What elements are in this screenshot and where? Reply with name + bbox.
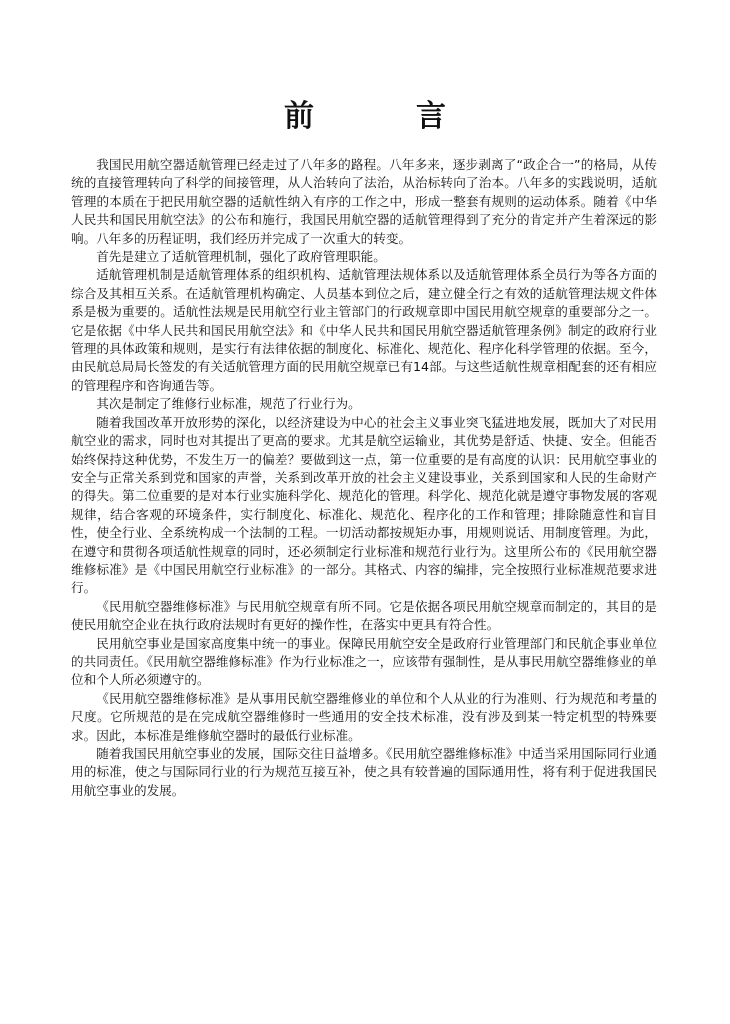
title-char-left: 前: [284, 99, 314, 134]
paragraph: 首先是建立了适航管理机制，强化了政府管理职能。: [96, 249, 386, 265]
page-title: [284, 100, 446, 134]
paragraph: 随着我国改革开放形势的深化，以经济建设为中心的社会主义事业突飞猛进地发展，既加大了对民用航空业的需求，同时也对其提出了更高的要求。尤其是航空运输业，其优势是舒适、快捷、安全。但能否始终保持这种优势，不发生万一的偏差？要做到这一点，第一位重要的是有高度的认识：民用航空事业的安全与正常关系到党和国家的声誉，关系到改革开放的社会主义建设事业，关系到国家和人民的生命财产的得失。第二位重要的是对本行业实施科学化、规范化的管理。科学化、规范化就是遵守事物发展的客观规律，结合客观的环境条件，实行制度化、标准化、规范化、程序化的工作和管理；排除随意性和盲目性，使全行业、全系统构成一个法制的工程。一切活动都按规矩办事，用规则说话、用制度管理。为此，在遵守和贯彻各项适航性规章的同时，还必须制定行业标准和规范行业行为。这里所公布的《民用航空器维修标准》是《中国民用航空行业标准》的一部分。其格式、内容的编排，完全按照行业标准规范要求进行。: [71, 414, 657, 596]
paragraph: 适航管理机制是适航管理体系的组织机构、适航管理法规体系以及适航管理体系全员行为等各方面的综合及其相互关系。在适航管理机构确定、人员基本到位之后，建立健全行之有效的适航管理法规文件体系是极为重要的。适航性法规是民用航空行业主管部门的行政规章即中国民用航空规章的重要部分之一。它是依据《中华人民共和国民用航空法》和《中华人民共和国民用航空器适航管理条例》制定的政府行业管理的具体政策和规则，是实行有法律依据的制度化、标准化、规范化、程序化科学管理的依据。至今，由民航总局局长签发的有关适航管理方面的民用航空规章已有14部。与这些适航性规章相配套的还有相应的管理程序和咨询通告等。: [71, 267, 657, 393]
paragraph: 随着我国民用航空事业的发展，国际交往日益增多。《民用航空器维修标准》中适当采用国际同行业通用的标准，使之与国际同行业的行为规范互接互补，使之具有较普遍的国际通用性，将有利于促进我国民用航空事业的发展。: [71, 746, 657, 798]
paragraph: 《民用航空器维修标准》与民用航空规章有所不同。它是依据各项民用航空规章而制定的，其目的是使民用航空企业在执行政府法规时有更好的操作性，在落实中更具有符合性。: [71, 598, 657, 633]
paragraph: 《民用航空器维修标准》是从事用民航空器维修业的单位和个人从业的行为准则、行为规范和考量的尺度。它所规范的是在完成航空器维修时一些通用的安全技术标准，没有涉及到某一特定机型的特殊要求。因此，本标准是维修航空器时的最低行业标准。: [71, 690, 657, 743]
paragraph: 其次是制定了维修行业标准，规范了行业行为。: [96, 396, 361, 412]
paragraph: 我国民用航空器适航管理已经走过了八年多的路程。八年多来，逐步剥离了“政企合一”的格局，从传统的直接管理转向了科学的间接管理，从人治转向了法治，从治标转向了治本。八年多的实践说明，适航管理的本质在于把民用航空器的适航性纳入有序的工作之中，形成一整套有规则的运动体系。随着《中华人民共和国民用航空法》的公布和施行，我国民用航空器的适航管理得到了充分的肯定并产生着深远的影响。八年多的历程证明，我们经历并完成了一次重大的转变。: [71, 157, 657, 246]
paragraph: 民用航空事业是国家高度集中统一的事业。保障民用航空安全是政府行业管理部门和民航企事业单位的共同责任。《民用航空器维修标准》作为行业标准之一，应该带有强制性，是从事民用航空器维修业的单位和个人所必须遵守的。: [71, 635, 657, 688]
title-char-right: 言: [416, 99, 446, 134]
preface-body: [71, 156, 657, 800]
